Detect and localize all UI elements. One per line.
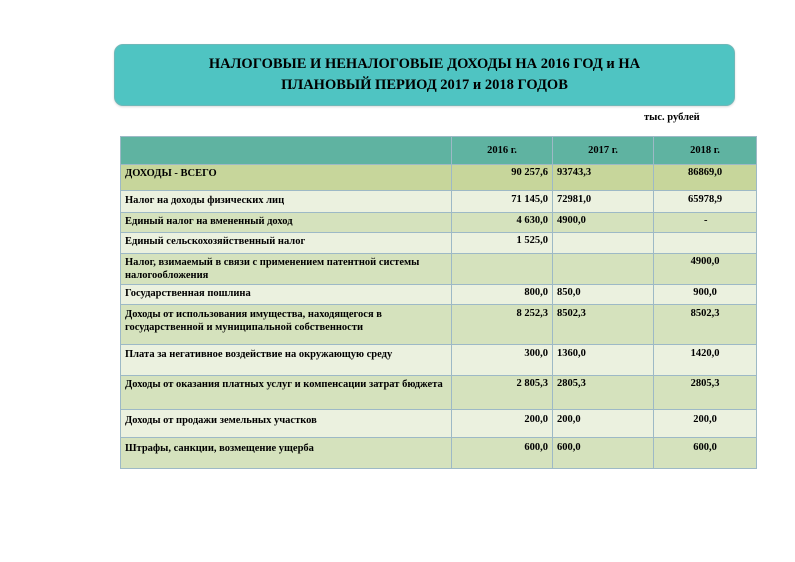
value-2017: 850,0 [553,285,654,305]
value-2017: 4900,0 [553,213,654,233]
value-2017: 600,0 [553,438,654,469]
value-2016 [452,254,553,285]
value-2016: 8 252,3 [452,305,553,345]
value-2018: 900,0 [654,285,757,305]
value-2017 [553,254,654,285]
value-2017: 8502,3 [553,305,654,345]
value-2017: 200,0 [553,410,654,438]
row-name: Налог на доходы физических лиц [121,191,452,213]
value-2017: 2805,3 [553,376,654,410]
header-2016: 2016 г. [452,137,553,165]
units-label: тыс. рублей [644,112,700,123]
title-banner [114,44,735,106]
table-row [121,191,757,213]
value-2016: 90 257,6 [452,165,553,191]
value-2018 [654,233,757,254]
value-2016: 200,0 [452,410,553,438]
table-row [121,376,757,410]
row-name: ДОХОДЫ - ВСЕГО [121,165,452,191]
table-row [121,254,757,285]
value-2018: - [654,213,757,233]
row-name: Единый сельскохозяйственный налог [121,233,452,254]
row-name: Штрафы, санкции, возмещение ущерба [121,438,452,469]
value-2017: 1360,0 [553,345,654,376]
revenue-table [120,136,757,469]
value-2016: 300,0 [452,345,553,376]
value-2016: 1 525,0 [452,233,553,254]
value-2018: 4900,0 [654,254,757,285]
value-2016: 600,0 [452,438,553,469]
row-name: Доходы от использования имущества, находящегося в государственной и муниципальной собственности [121,305,452,345]
row-name: Единый налог на вмененный доход [121,213,452,233]
title-line-1: НАЛОГОВЫЕ И НЕНАЛОГОВЫЕ ДОХОДЫ НА 2016 ГОД и НА [208,56,641,72]
table-row [121,213,757,233]
value-2018: 8502,3 [654,305,757,345]
table-row [121,345,757,376]
value-2018: 200,0 [654,410,757,438]
value-2018: 600,0 [654,438,757,469]
value-2018: 1420,0 [654,345,757,376]
header-2017: 2017 г. [553,137,654,165]
table-row [121,410,757,438]
row-name: Доходы от продажи земельных участков [121,410,452,438]
table-row [121,438,757,469]
row-name: Государственная пошлина [121,285,452,305]
value-2018: 86869,0 [654,165,757,191]
header-2018: 2018 г. [654,137,757,165]
value-2018: 2805,3 [654,376,757,410]
row-name: Доходы от оказания платных услуг и компенсации затрат бюджета [121,376,452,410]
value-2016: 800,0 [452,285,553,305]
row-name: Плата за негативное воздействие на окружающую среду [121,345,452,376]
table-row-total [121,165,757,191]
value-2017: 72981,0 [553,191,654,213]
table-row [121,285,757,305]
value-2017: 93743,3 [553,165,654,191]
value-2017 [553,233,654,254]
header-corner [121,137,452,165]
value-2016: 4 630,0 [452,213,553,233]
table-row [121,233,757,254]
row-name: Налог, взимаемый в связи с применением патентной системы налогообложения [121,254,452,285]
title-line-2: ПЛАНОВЫЙ ПЕРИОД 2017 и 2018 ГОДОВ [281,77,568,93]
value-2018: 65978,9 [654,191,757,213]
value-2016: 71 145,0 [452,191,553,213]
table-row [121,305,757,345]
table-header-row [121,137,757,165]
value-2016: 2 805,3 [452,376,553,410]
